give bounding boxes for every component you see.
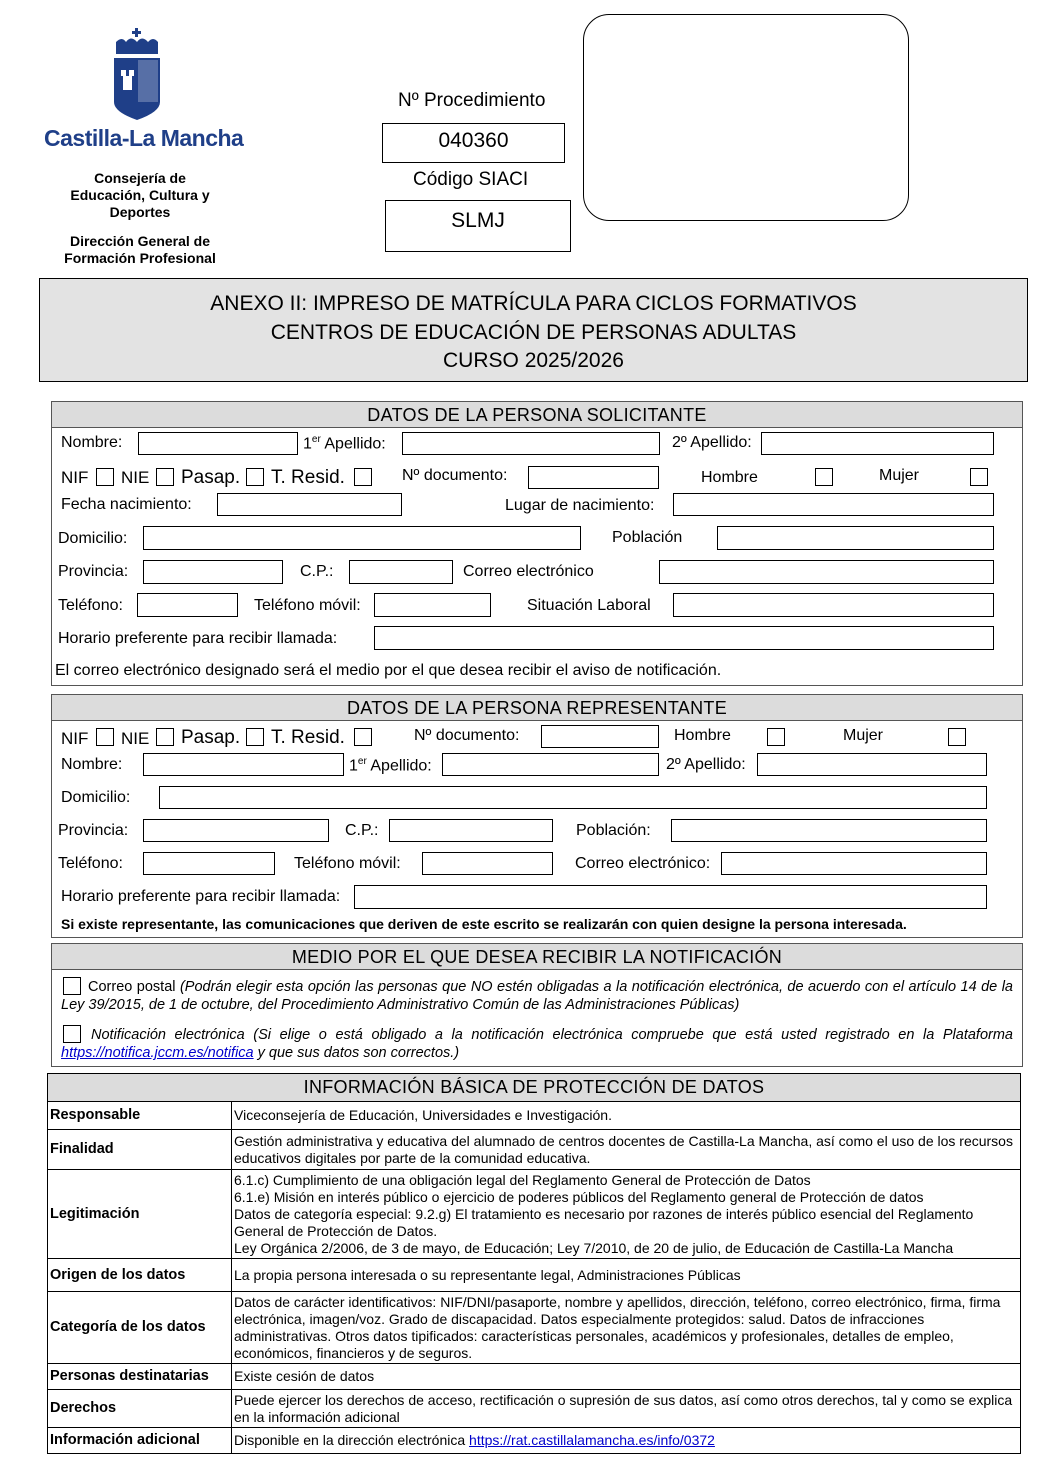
row-key: Información adicional xyxy=(48,1428,232,1454)
representative-note: Si existe representante, las comunicaciones que deriven de este escrito se realizarán con quien designe la persona interesada. xyxy=(61,916,907,932)
rep-nie-checkbox[interactable] xyxy=(156,728,174,746)
row-value: Gestión administrativa y educativa del alumnado de centros docentes de Castilla-La Mancha, así como el uso de los recursos educativos digitales por parte de la comunidad educativa. xyxy=(232,1130,1021,1170)
call-time-label: Horario preferente para recibir llamada: xyxy=(58,630,338,647)
electronic-notification-text: Notificación electrónica (Si elige o está obligado a la notificación electrónica compruebe que está usted registrado en la Plataforma xyxy=(91,1027,1013,1043)
birth-place-label: Lugar de nacimiento: xyxy=(505,497,655,514)
passport-label: Pasap. xyxy=(181,467,241,488)
rep-nif-checkbox[interactable] xyxy=(96,728,114,746)
row-value: Datos de carácter identificativos: NIF/DNI/pasaporte, nombre y apellidos, dirección, teléfono, correo electrónico, firma, firma electrónica, imagen/voz. Grado de discapacidad. Datos especialmente protegidos: salud. Datos de infracciones administrativas. Otros datos tipificados: características personales, académicos y profesionales, detalles de empleo, económicos, financieros y de seguros. xyxy=(232,1292,1021,1364)
logo xyxy=(108,28,166,122)
address-label: Domicilio: xyxy=(58,530,128,547)
nif-checkbox[interactable] xyxy=(96,468,114,486)
rep-surname2-input[interactable] xyxy=(757,753,987,776)
rep-province-label: Provincia: xyxy=(58,822,129,839)
residence-card-checkbox[interactable] xyxy=(354,468,372,486)
postcode-label: C.P.: xyxy=(300,563,334,580)
rep-nif-label: NIF xyxy=(61,729,89,748)
postal-mail-option xyxy=(61,978,1013,1014)
row-key: Derechos xyxy=(48,1390,232,1428)
rep-surname-label-text: Apellido: xyxy=(366,757,432,775)
applicant-surname1-input[interactable] xyxy=(402,432,660,455)
siaci-code-box xyxy=(385,200,571,252)
phone-input[interactable] xyxy=(137,593,238,617)
procedure-number-box xyxy=(382,123,565,163)
rep-mobile-input[interactable] xyxy=(422,852,553,875)
notifica-link[interactable]: https://notifica.jccm.es/notifica xyxy=(61,1045,254,1061)
rep-name-label: Nombre: xyxy=(61,756,123,773)
document-title-box xyxy=(39,278,1028,382)
applicant-surname2-input[interactable] xyxy=(761,432,994,455)
siaci-code: SLMJ xyxy=(451,209,505,232)
address-input[interactable] xyxy=(143,526,581,550)
rep-name-input[interactable] xyxy=(143,753,344,776)
table-row xyxy=(48,1170,1021,1259)
rep-province-input[interactable] xyxy=(143,819,329,842)
applicant-heading: DATOS DE LA PERSONA SOLICITANTE xyxy=(52,402,1022,428)
applicant-name-label: Nombre: xyxy=(61,434,123,451)
male-label: Hombre xyxy=(701,469,758,486)
data-protection-heading: INFORMACIÓN BÁSICA DE PROTECCIÓN DE DATOS xyxy=(48,1074,1021,1102)
row-value xyxy=(232,1428,1021,1454)
row-value: Existe cesión de datos xyxy=(232,1364,1021,1390)
applicant-note: El correo electrónico designado será el medio por el que desea recibir el aviso de notificación. xyxy=(55,662,722,679)
employment-label: Situación Laboral xyxy=(527,597,651,614)
call-time-input[interactable] xyxy=(374,626,994,650)
department-name: Consejería de Educación, Cultura y Deportes xyxy=(70,170,210,220)
applicant-surname1-label xyxy=(303,434,386,453)
row-key: Legitimación xyxy=(48,1170,232,1259)
table-row xyxy=(48,1292,1021,1364)
rep-email-label: Correo electrónico: xyxy=(575,855,711,872)
row-key: Finalidad xyxy=(48,1130,232,1170)
applicant-name-input[interactable] xyxy=(138,432,298,455)
ord-number: 1 xyxy=(303,435,312,453)
rep-surname1-label xyxy=(349,756,432,775)
crown-castle-icon xyxy=(108,28,166,122)
table-row xyxy=(48,1390,1021,1428)
male-checkbox[interactable] xyxy=(815,468,833,486)
surname-label-text: Apellido: xyxy=(320,435,386,453)
rep-female-checkbox[interactable] xyxy=(948,728,966,746)
female-checkbox[interactable] xyxy=(970,468,988,486)
town-label: Población xyxy=(612,529,683,546)
table-row xyxy=(48,1259,1021,1292)
nie-checkbox[interactable] xyxy=(156,468,174,486)
rep-address-input[interactable] xyxy=(159,786,987,809)
rep-document-number-label: Nº documento: xyxy=(414,727,520,744)
brand-name: Castilla-La Mancha xyxy=(44,125,244,151)
rep-female-label: Mujer xyxy=(843,727,884,744)
postcode-input[interactable] xyxy=(349,560,453,584)
province-label: Provincia: xyxy=(58,563,129,580)
table-row xyxy=(48,1364,1021,1390)
row-key: Origen de los datos xyxy=(48,1259,232,1292)
rep-phone-input[interactable] xyxy=(143,852,275,875)
representative-heading: DATOS DE LA PERSONA REPRESENTANTE xyxy=(52,695,1022,721)
rep-passport-checkbox[interactable] xyxy=(246,728,264,746)
row-value: Viceconsejería de Educación, Universidades e Investigación. xyxy=(232,1102,1021,1130)
female-label: Mujer xyxy=(879,467,920,484)
rep-ord-number: 1 xyxy=(349,757,358,775)
employment-input[interactable] xyxy=(673,593,994,617)
row-key: Categoría de los datos xyxy=(48,1292,232,1364)
table-row xyxy=(48,1428,1021,1454)
table-row xyxy=(48,1102,1021,1130)
passport-checkbox[interactable] xyxy=(246,468,264,486)
procedure-number: 040360 xyxy=(438,129,509,152)
row-key: Responsable xyxy=(48,1102,232,1130)
birth-date-label: Fecha nacimiento: xyxy=(61,496,192,513)
notification-heading: MEDIO POR EL QUE DESEA RECIBIR LA NOTIFICACIÓN xyxy=(52,944,1022,970)
row-value: Puede ejercer los derechos de acceso, rectificación o supresión de sus datos, así como otros derechos, tal y como se explica en la información adicional xyxy=(232,1390,1021,1428)
rep-phone-label: Teléfono: xyxy=(58,855,123,872)
birth-date-input[interactable] xyxy=(217,493,402,516)
ord-suffix: er xyxy=(311,434,321,445)
additional-info-text: Disponible en la dirección electrónica xyxy=(234,1432,466,1448)
document-number-input[interactable] xyxy=(528,466,659,489)
mobile-label: Teléfono móvil: xyxy=(254,597,361,614)
data-protection-table xyxy=(47,1073,1021,1454)
rep-document-number-input[interactable] xyxy=(541,725,659,748)
residence-card-label: T. Resid. xyxy=(271,467,345,488)
mobile-input[interactable] xyxy=(374,593,491,617)
rep-surname2-label: 2º Apellido: xyxy=(666,756,746,773)
postal-mail-text: (Podrán elegir esta opción las personas que NO estén obligadas a la notificación electrónica, de acuerdo con el artículo 14 de la Ley 39/2015, de 1 de octubre, del Procedimiento Administrativo Común de las Administraciones Públicas) xyxy=(61,979,1014,1013)
town-input[interactable] xyxy=(717,526,994,550)
email-label: Correo electrónico xyxy=(463,563,594,580)
row-value: 6.1.c) Cumplimiento de una obligación legal del Reglamento General de Protección de Datos 6.1.e) Misión en interés público o ejercicio de poderes públicos del Reglamento general de Protección de datos Datos de categoría especial: 9.2.g) El tratamiento es necesario por razones de interés público esencial del Reglamento General de Protección de Datos. Ley Orgánica 2/2006, de 3 de mayo, de Educación; Ley 7/2010, de 20 de julio, de Educación de Castilla-La Mancha xyxy=(232,1170,1021,1259)
title-line-1: ANEXO II: IMPRESO DE MATRÍCULA PARA CICLOS FORMATIVOS xyxy=(210,292,857,315)
province-input[interactable] xyxy=(143,560,283,584)
nif-label: NIF xyxy=(61,468,89,487)
title-line-2: CENTROS DE EDUCACIÓN DE PERSONAS ADULTAS xyxy=(270,321,797,344)
phone-label: Teléfono: xyxy=(58,597,123,614)
rep-nie-label: NIE xyxy=(121,729,150,748)
rep-ord-suffix: er xyxy=(357,756,367,767)
rep-postcode-label: C.P.: xyxy=(345,822,379,839)
directorate-name: Dirección General de Formación Profesional xyxy=(64,233,216,266)
birth-place-input[interactable] xyxy=(673,493,994,516)
rep-call-time-label: Horario preferente para recibir llamada: xyxy=(61,888,341,905)
title-line-3: CURSO 2025/2026 xyxy=(443,349,624,372)
procedure-label: Nº Procedimiento xyxy=(398,90,546,111)
additional-info-link[interactable]: https://rat.castillalamancha.es/info/0372 xyxy=(469,1432,715,1448)
electronic-notification-tail: y que sus datos son correctos.) xyxy=(257,1045,460,1061)
rep-mobile-label: Teléfono móvil: xyxy=(294,855,401,872)
rep-postcode-input[interactable] xyxy=(389,819,553,842)
email-input[interactable] xyxy=(659,560,994,584)
applicant-surname2-label: 2º Apellido: xyxy=(672,434,752,451)
rep-residence-card-checkbox[interactable] xyxy=(354,728,372,746)
document-number-label: Nº documento: xyxy=(402,467,508,484)
rep-male-checkbox[interactable] xyxy=(767,728,785,746)
electronic-notification-option xyxy=(61,1026,1013,1062)
row-value: La propia persona interesada o su representante legal, Administraciones Públicas xyxy=(232,1259,1021,1292)
rep-town-input[interactable] xyxy=(671,819,987,842)
table-row xyxy=(48,1130,1021,1170)
rep-residence-card-label: T. Resid. xyxy=(271,727,345,748)
registry-stamp-box xyxy=(583,14,909,221)
rep-male-label: Hombre xyxy=(674,727,731,744)
rep-passport-label: Pasap. xyxy=(181,727,241,748)
row-key: Personas destinatarias xyxy=(48,1364,232,1390)
rep-call-time-input[interactable] xyxy=(354,885,987,909)
rep-surname1-input[interactable] xyxy=(442,753,659,776)
postal-mail-label: Correo postal xyxy=(88,979,176,995)
siaci-label: Código SIACI xyxy=(413,169,529,190)
rep-town-label: Población: xyxy=(576,822,651,839)
rep-address-label: Domicilio: xyxy=(61,789,131,806)
rep-email-input[interactable] xyxy=(721,852,987,875)
nie-label: NIE xyxy=(121,468,150,487)
